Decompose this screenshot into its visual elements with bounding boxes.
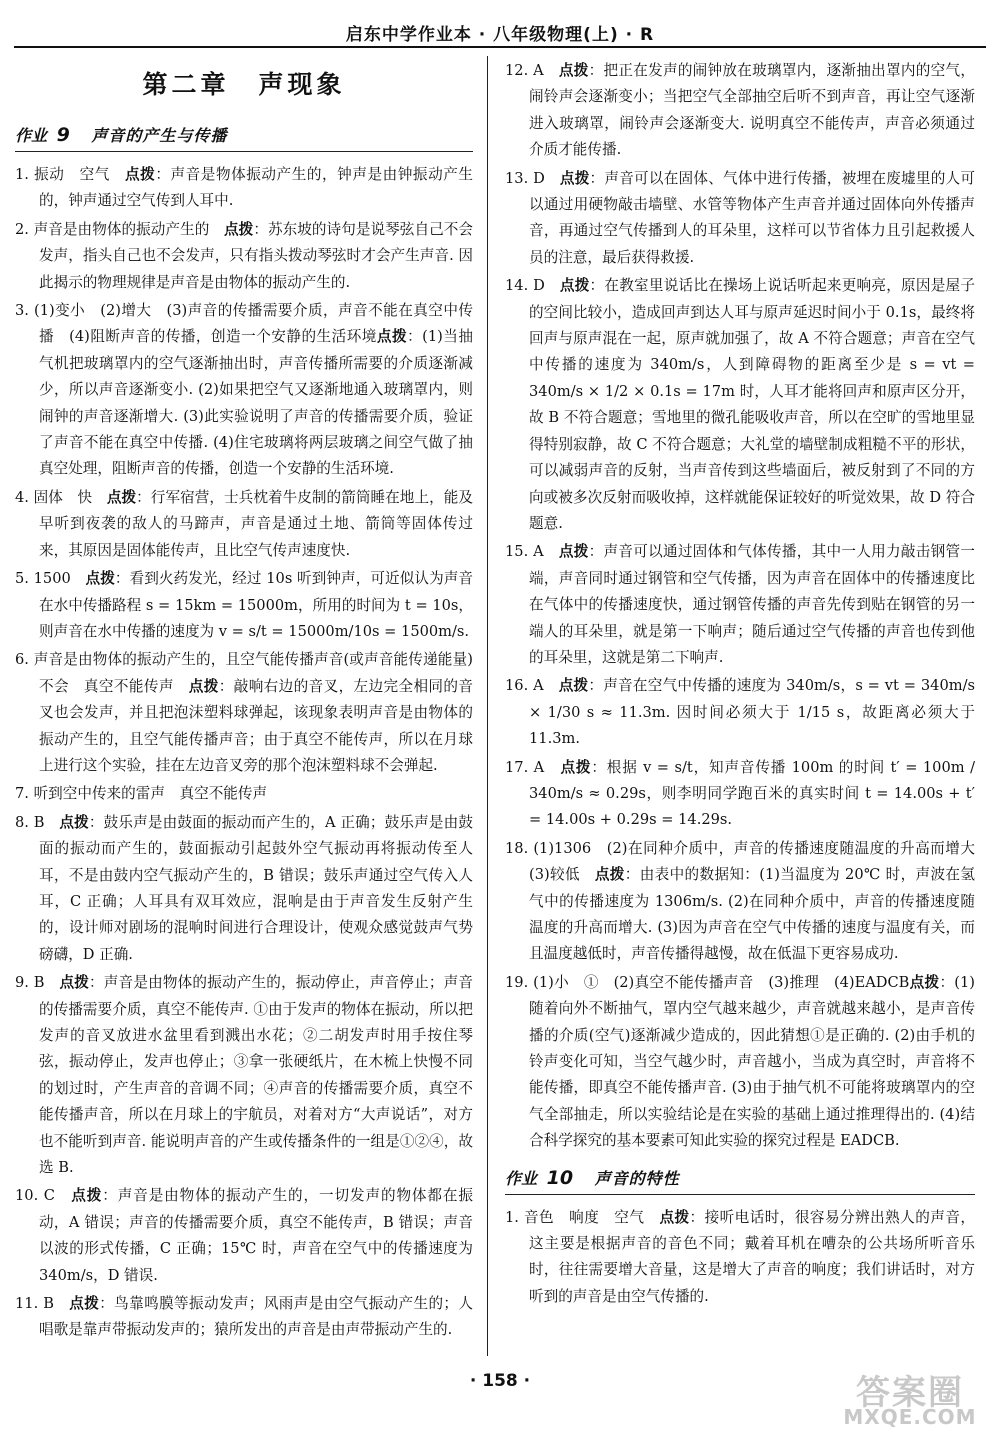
right-column <box>505 58 990 1312</box>
answer-text: 8. B <box>15 813 60 831</box>
tip-label: 点拨 <box>224 220 254 238</box>
answer-text: 7. 听到空中传来的雷声 真空不能传声 <box>15 785 268 803</box>
tip-label: 点拨 <box>909 973 940 991</box>
answer-item <box>505 673 975 752</box>
explanation-text: ：行军宿营，士兵枕着牛皮制的箭筒睡在地上，能及早听到夜袭的敌人的马蹄声，声音是通过土地、箭筒等固体传过来，其原因是固体能传声，且比空气传声速度快. <box>39 488 473 559</box>
answer-text: 18. (1)1306 (2)在同种介质中，声音的传播速度随温度的升高而增大 (3)较低 <box>505 839 990 884</box>
answer-text: 10. C <box>15 1187 72 1205</box>
answer-list-left <box>15 162 488 1344</box>
section-label: 作业 <box>15 126 48 145</box>
answer-item <box>15 1183 473 1289</box>
answer-item <box>15 485 473 564</box>
answer-item <box>505 273 975 537</box>
answer-item <box>505 836 990 968</box>
answer-list-section-10 <box>505 1205 975 1311</box>
explanation-text: ：苏东坡的诗句是说琴弦自己不会发声，指头自己也不会发声，只有指头拨动琴弦时才会产生声音. 因此揭示的物理规律是声音是由物体的振动产生的. <box>39 220 473 291</box>
answer-item <box>15 970 473 1181</box>
answer-item <box>15 781 473 807</box>
section-title: 声音的特性 <box>594 1168 680 1188</box>
tip-label: 点拨 <box>85 570 115 588</box>
explanation-text: ：鼓乐声是由鼓面的振动而产生的，A 正确；鼓乐声是由鼓面的振动而产生的，鼓面振动引起鼓外空气振动再将振动传至人耳，不是由鼓内空气振动产生的，B 错误；鼓乐声通过空气传入人耳，C 正确；人耳具有双耳效应，混响是由于声音发生反射产生的，设计师对剧场的混响时间进行合理设计，使观众感觉鼓声气势磅礴，D 正确. <box>39 813 473 963</box>
explanation-text: ：声音可以通过固体和气体传播，其中一人用力敲击钢管一端，声音同时通过钢管和空气传播，因为声音在固体中的传播速度比在气体中的传播速度快，通过钢管传播的声音先传到贴在钢管的另一端人的耳朵里，就是第一下响声；随后通过空气传播的声音也传到他的耳朵里，这就是第二下响声. <box>529 543 975 666</box>
answer-text: 12. A <box>505 62 559 79</box>
answer-text: 6. 声音是由物体的振动产生的，且空气能传播声音(或声音能传递能量) 不会 真空不能传声 <box>15 651 488 695</box>
answer-text: 15. A <box>505 543 559 561</box>
answer-text: 17. A <box>505 758 561 776</box>
tip-label: 点拨 <box>59 974 89 992</box>
explanation-text: ：接听电话时，很容易分辨出熟人的声音，这主要是根据声音的音色不同；戴着耳机在嘈杂的公共场所听音乐时，往往需要增大音量，这是增大了声音的响度；我们讲话时，对方听到的声音是由空气传播的. <box>529 1208 975 1305</box>
watermark-text: 答案圈 <box>856 1373 964 1413</box>
answer-text: 3. (1)变小 (2)增大 (3)声音的传播需要介质，声音不能在真空中传播 (4)阻断声音的传播，创造一个安静的生活环境 <box>15 302 473 346</box>
section-label: 作业 <box>505 1168 538 1188</box>
tip-label: 点拨 <box>560 758 592 776</box>
answer-item <box>15 647 488 779</box>
tip-label: 点拨 <box>59 813 89 831</box>
chapter-title: 第二章 声现象 <box>142 70 346 99</box>
answer-item <box>15 810 473 968</box>
tip-label: 点拨 <box>594 866 625 884</box>
answer-text: 2. 声音是由物体的振动产生的 <box>15 220 225 238</box>
explanation-text: ：(1)当抽气机把玻璃罩内的空气逐渐抽出时，声音传播所需要的介质逐渐减少，所以声音逐渐变小. (2)如果把空气又逐渐地通入玻璃罩内，则闹钟的声音逐渐增大. (3)此实验说明了声音的传播需要介质，验证了声音不能在真空中传播. (4)住宅玻璃将两层玻璃之间空气做了抽真空处理，阻断声音的传播，创造一个安静的生活环境. <box>39 328 473 478</box>
answer-text: 9. B <box>15 974 60 992</box>
watermark-url: MXQE.COM <box>843 1405 977 1429</box>
answer-item <box>505 970 975 1155</box>
section-heading-10 <box>505 1167 975 1195</box>
tip-label: 点拨 <box>558 62 589 79</box>
explanation-text: ：声音是由物体的振动产生的，振动停止，声音停止；声音的传播需要介质，真空不能传声. ①由于发声的物体在振动，所以把发声的音叉放进水盆里看到溅出水花；②二胡发声时用手按住琴弦，振动停止，发声也停止；③拿一张硬纸片，在木梳上快慢不同的划过时，产生声音的音调不同；④声音的传播需要介质，真空不能传播声音，所以在月球上的宇航员，对着对方“大声说话”，对方也不能听到声音. 能说明声音的产生或传播条件的一组是①②④，故选 B. <box>39 974 473 1177</box>
explanation-text: ：把正在发声的闹钟放在玻璃罩内，逐渐抽出罩内的空气，闹铃声会逐渐变小；当把空气全部抽空后听不到声音，再让空气逐渐进入玻璃罩，闹铃声会逐渐变大. 说明真空不能传声，声音必须通过介质才能传播. <box>529 62 975 159</box>
answer-text: 13. D <box>505 169 560 187</box>
explanation-text: ：声音是由物体的振动产生的，一切发声的物体都在振动，A 错误；声音的传播需要介质，真空不能传声，B 错误；声音以波的形式传播，C 正确；15℃ 时，声音在空气中的传播速度为 340m/s，D 错误. <box>39 1187 473 1284</box>
column-divider <box>487 56 488 1356</box>
tip-label: 点拨 <box>69 1295 100 1313</box>
answer-item <box>505 166 975 272</box>
explanation-text: ：(1)随着向外不断抽气，罩内空气越来越少，声音就越来越小，是声音传播的介质(空气)逐渐减少造成的，因此猜想①是正确的. (2)由手机的铃声变化可知，当空气越少时，声音越小，当成为真空时，声音将不能传播，即真空不能传播声音. (3)由于抽气机不可能将玻璃罩内的空气全部抽走，所以实验结论是在实验的基础上通过推理得出的. (4)结合科学探究的基本要素可知此实验的探究过程是 EADCB. <box>529 973 975 1150</box>
tip-label: 点拨 <box>559 169 590 187</box>
explanation-text: ：看到火药发光，经过 10s 听到钟声，可近似认为声音在水中传播路程 s = 15km = 15000m，所用的时间为 t = 10s，则声音在水中传播的速度为 v = s/t = 15000m/10s = 1500m/s. <box>39 570 473 640</box>
tip-label: 点拨 <box>659 1208 690 1226</box>
answer-item <box>15 217 473 296</box>
answer-item <box>15 1291 473 1344</box>
answer-list-right <box>505 58 990 1155</box>
tip-label: 点拨 <box>559 277 590 295</box>
explanation-text: ：由表中的数据知：(1)当温度为 20℃ 时，声波在氢气中的传播速度为 1306m/s. (2)在同种介质中，声音的传播速度随温度的升高而增大. (3)因为声音在空气中传播的速度与温度有关，而且温度越低时，声音传播得越慢，故在低温下更容易成功. <box>529 866 975 963</box>
answer-item <box>15 298 473 483</box>
section-heading-9 <box>15 124 473 152</box>
answer-item <box>505 1205 975 1311</box>
section-number: 9 <box>56 124 70 146</box>
answer-text: 16. A <box>505 677 559 695</box>
tip-label: 点拨 <box>376 328 408 346</box>
section-number: 10 <box>546 1166 574 1189</box>
explanation-text: ：声音可以在固体、气体中进行传播，被埋在废墟里的人可以通过用硬物敲击墙壁、水管等物体产生声音并通过固体向外传播声音，再通过空气传播到人的耳朵里，这样可以节省体力且引起救援人员的注意，最后获得救援. <box>529 169 975 266</box>
answer-item <box>505 755 975 834</box>
header-rule <box>14 46 986 48</box>
answer-text: 1. 音色 响度 空气 <box>505 1208 660 1226</box>
tip-label: 点拨 <box>188 677 219 695</box>
tip-label: 点拨 <box>71 1187 103 1205</box>
tip-label: 点拨 <box>125 166 156 183</box>
tip-label: 点拨 <box>106 488 137 506</box>
watermark-logo <box>830 1365 990 1429</box>
section-title: 声音的产生与传播 <box>91 126 228 145</box>
explanation-text: ：鸟靠鸣膜等振动发声；风雨声是由空气振动产生的；人唱歌是靠声带振动发声的；猿所发出的声音是由声带振动产生的. <box>39 1295 473 1339</box>
explanation-text: ：根据 v = s/t，知声音传播 100m 的时间 t′ = 100m / 340m/s ≈ 0.29s，则李明同学跑百米的真实时间 t = 14.00s + t′ = 14.00s + 0.29s = 14.29s. <box>529 758 975 829</box>
explanation-text: ：在教室里说话比在操场上说话听起来更响亮，原因是屋子的空间比较小，造成回声到达人耳与原声延迟时间小于 0.1s，最终将回声与原声混在一起，原声就加强了，故 A 不符合题意；声音在空气中传播的速度为 340m/s，人到障碍物的距离至少是 s = vt = 340m/s × 1/2 × 0.1s = 17m 时，人耳才能将回声和原声区分开，故 B 不符合题意；雪地里的微孔能吸收声音，所以在空旷的雪地里显得特别寂静，故 C 不符合题意；大礼堂的墙壁制成粗糙不平的形状，可以减弱声音的反射，当声音传到这些墙面后，被反射到了不同的方向或被多次反射而吸收掉，这样就能保证较好的听觉效果，故 D 符合题意. <box>529 277 975 532</box>
answer-text: 19. (1)小 ① (2)真空不能传播声音 (3)推理 (4)EADCB <box>505 973 910 991</box>
answer-text: 1. 振动 空气 <box>15 166 126 183</box>
explanation-text: ：敲响右边的音叉，左边完全相同的音叉也会发声，并且把泡沫塑料球弹起，该现象表明声音是由物体的振动产生的，且空气能传播声音；由于真空不能传声，所以在月球上进行这个实验，挂在左边音叉旁的那个泡沫塑料球不会弹起. <box>39 677 473 774</box>
answer-item <box>15 566 473 645</box>
answer-item <box>15 162 473 215</box>
left-column <box>15 58 488 1346</box>
tip-label: 点拨 <box>558 543 589 561</box>
explanation-text: ：声音在空气中传播的速度为 340m/s，s = vt = 340m/s × 1/30 s ≈ 11.3m. 因时间必须大于 1/15 s，故距离必须大于 11.3m. <box>529 677 975 748</box>
explanation-text: ：声音是物体振动产生的，钟声是由钟振动产生的，钟声通过空气传到人耳中. <box>39 166 473 210</box>
running-header: 启东中学作业本 · 八年级物理(上) · R <box>345 25 655 45</box>
page-number: · 158 · <box>469 1371 531 1391</box>
answer-text: 14. D <box>505 277 560 295</box>
answer-item <box>505 539 975 671</box>
answer-text: 5. 1500 <box>15 570 86 588</box>
tip-label: 点拨 <box>558 677 589 695</box>
answer-item <box>505 58 975 164</box>
answer-text: 11. B <box>15 1295 70 1313</box>
answer-text: 4. 固体 快 <box>15 488 107 506</box>
